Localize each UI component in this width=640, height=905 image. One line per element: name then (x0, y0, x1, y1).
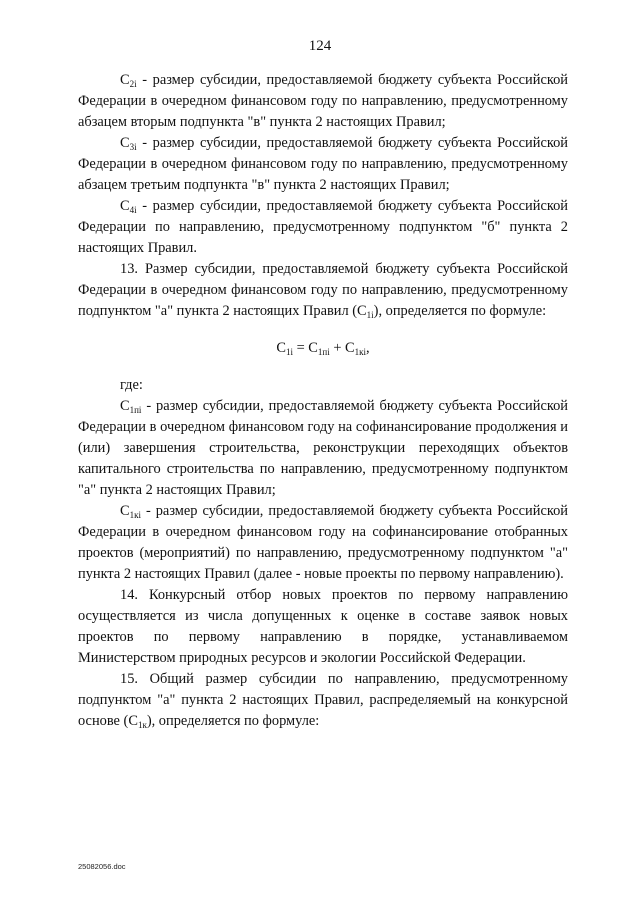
formula-c1i (78, 338, 568, 359)
symbol-subscript: 1пi (129, 405, 142, 415)
formula-lhs-subscript: 1i (285, 347, 293, 357)
page-number: 124 (308, 38, 332, 54)
file-name-footer: 25082056.doc (78, 862, 126, 871)
definition-c1ki (78, 501, 568, 585)
formula-term-2: C (345, 340, 355, 356)
definition-c2i (78, 70, 568, 133)
symbol-letter: C (120, 503, 130, 519)
where-label: где: (120, 377, 143, 393)
definition-c1pi (78, 396, 568, 501)
symbol (120, 198, 137, 214)
definition-text: - размер субсидии, предоставляемой бюджету субъекта Российской Федерации в очередном финансовом году по направлению, предусмотренному абзацем третьим подпункта "в" пункта 2 настоящих Правил; (78, 135, 568, 193)
definition-c4i (78, 196, 568, 259)
symbol-letter: C (120, 198, 130, 214)
formula-term-1: C (308, 340, 318, 356)
formula-term-1-subscript: 1пi (317, 347, 330, 357)
formula-comma: , (366, 340, 370, 356)
symbol (120, 72, 137, 88)
symbol-subscript: 1i (366, 310, 374, 320)
symbol (120, 135, 137, 151)
item-13-text-end: ), определяется по формуле: (373, 303, 547, 319)
formula-lhs: C (276, 340, 286, 356)
symbol-letter: C (120, 72, 130, 88)
formula-equals: = (292, 340, 309, 356)
symbol-letter: C (120, 135, 130, 151)
symbol-subscript: 1к (137, 720, 147, 730)
symbol (120, 398, 141, 414)
definition-text: - размер субсидии, предоставляемой бюджету субъекта Российской Федерации в очередном финансовом году на софинансирование продолжения и (или) завершения строительства, реконструкции переходящих объектов капитального строительства по направлению, предусмотренному подпунктом "а" пункта 2 настоящих Правил; (78, 398, 568, 498)
definition-c3i (78, 133, 568, 196)
item-15 (78, 669, 568, 732)
document-body (78, 70, 568, 732)
definition-text: - размер субсидии, предоставляемой бюджету субъекта Российской Федерации в очередном финансовом году на софинансирование отобранных проектов (мероприятий) по направлению, предусмотренному подпунктом "а" пункта 2 настоящих Правил (далее - новые проекты по первому направлению). (78, 503, 568, 582)
symbol-subscript: 3i (129, 142, 137, 152)
definition-text: - размер субсидии, предоставляемой бюджету субъекта Российской Федерации в очередном финансовом году по направлению, предусмотренному абзацем вторым подпункта "в" пункта 2 настоящих Правил; (78, 72, 568, 130)
item-13-text: 13. Размер субсидии, предоставляемой бюджету субъекта Российской Федерации в очередном финансовом году по направлению, предусмотренному подпунктом "а" пункта 2 настоящих Правил (C (78, 261, 568, 319)
item-15-text-end: ), определяется по формуле: (146, 713, 320, 729)
symbol-subscript: 1кi (129, 510, 141, 520)
symbol-subscript: 4i (129, 205, 137, 215)
symbol (120, 503, 141, 519)
symbol-subscript: 2i (129, 79, 137, 89)
item-14: 14. Конкурсный отбор новых проектов по первому направлению осуществляется из числа допущенных к оценке в составе заявок новых проектов по первому направлению в порядке, устанавливаемом Министерством природных ресурсов и экологии Российской Федерации. (78, 587, 568, 666)
formula-term-2-subscript: 1кi (354, 347, 367, 357)
item-15-text: 15. Общий размер субсидии по направлению, предусмотренному подпунктом "а" пункта 2 настоящих Правил, распределяемый на конкурсной основе (C (78, 671, 568, 729)
item-13 (78, 259, 568, 322)
formula-plus: + (329, 340, 346, 356)
symbol-letter: C (120, 398, 130, 414)
definition-text: - размер субсидии, предоставляемой бюджету субъекта Российской Федерации по направлению, предусмотренному подпунктом "б" пункта 2 настоящих Правил. (78, 198, 568, 256)
